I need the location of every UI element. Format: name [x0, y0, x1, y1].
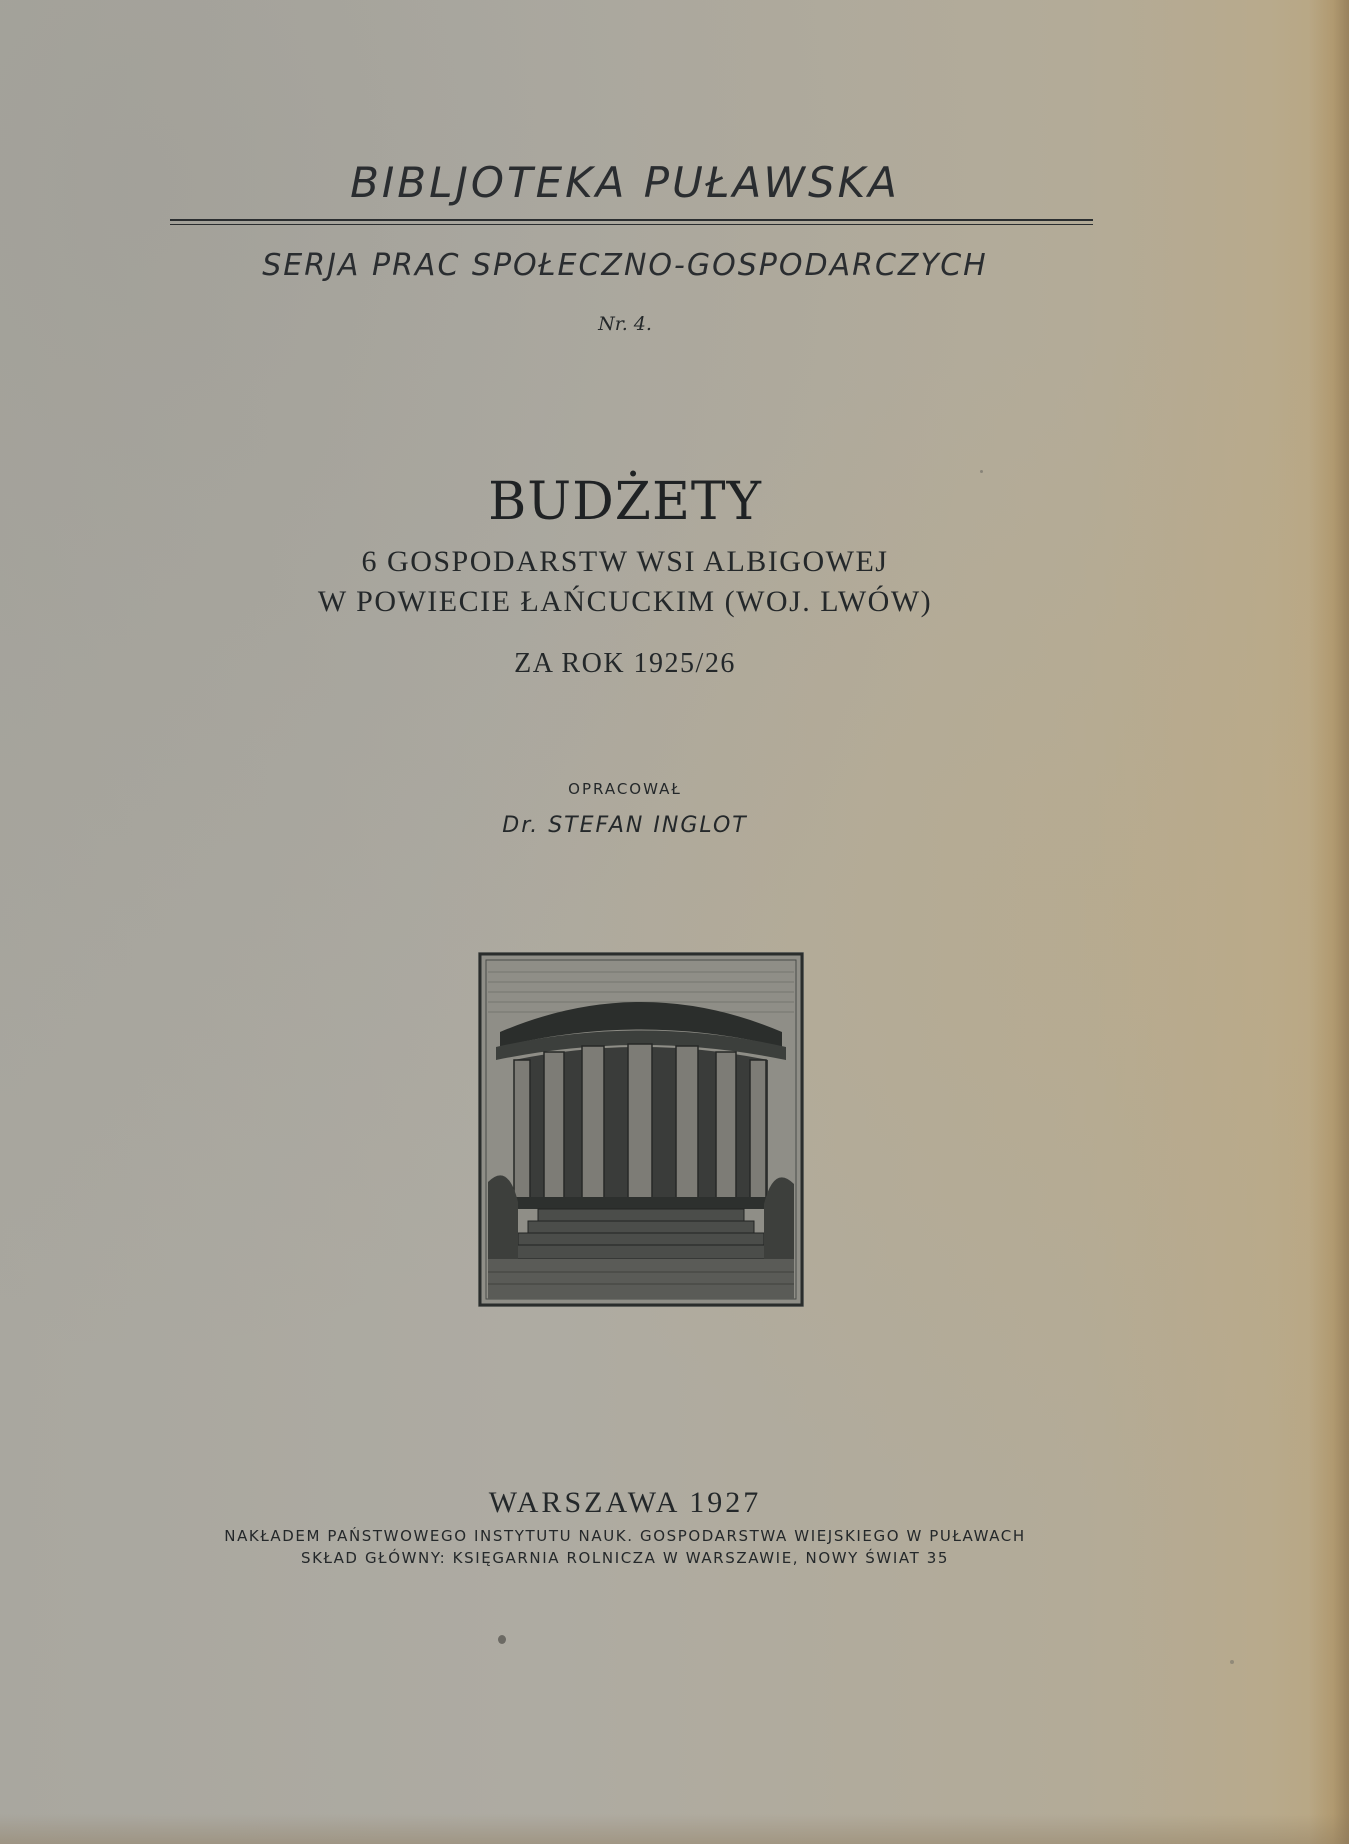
- rotunda-temple-icon: [478, 952, 804, 1307]
- publisher-line: NAKŁADEM PAŃSTWOWEGO INSTYTUTU NAUK. GOSPODARSTWA WIEJSKIEGO W PUŁAWACH: [224, 1527, 1026, 1545]
- aged-paper-bottom: [0, 1814, 1349, 1844]
- warehouse-line: SKŁAD GŁÓWNY: KSIĘGARNIA ROLNICZA W WARSZAWIE, NOWY ŚWIAT 35: [300, 1549, 949, 1567]
- budget-year: ZA ROK 1925/26: [514, 648, 736, 679]
- series-number: Nr. 4.: [598, 313, 652, 335]
- library-title: BIBLJOTEKA PUŁAWSKA: [350, 158, 900, 207]
- author-label: OPRACOWAŁ: [568, 780, 682, 798]
- author-name: Dr. STEFAN INGLOT: [502, 813, 748, 838]
- header-rule-top: [170, 219, 1093, 221]
- subtitle-line-1: 6 GOSPODARSTW WSI ALBIGOWEJ: [361, 545, 889, 578]
- header-rule-bottom: [170, 224, 1093, 225]
- book-title: BUDŻETY: [488, 472, 762, 532]
- series-title: SERJA PRAC SPOŁECZNO-GOSPODARCZYCH: [262, 248, 988, 283]
- paper-speck: [1230, 1660, 1234, 1664]
- city-year: WARSZAWA 1927: [488, 1486, 762, 1519]
- subtitle-line-2: W POWIECIE ŁAŃCUCKIM (WOJ. LWÓW): [317, 585, 933, 618]
- aged-paper-edge: [1309, 0, 1349, 1844]
- paper-speck: [498, 1635, 506, 1644]
- paper-speck: [980, 470, 983, 473]
